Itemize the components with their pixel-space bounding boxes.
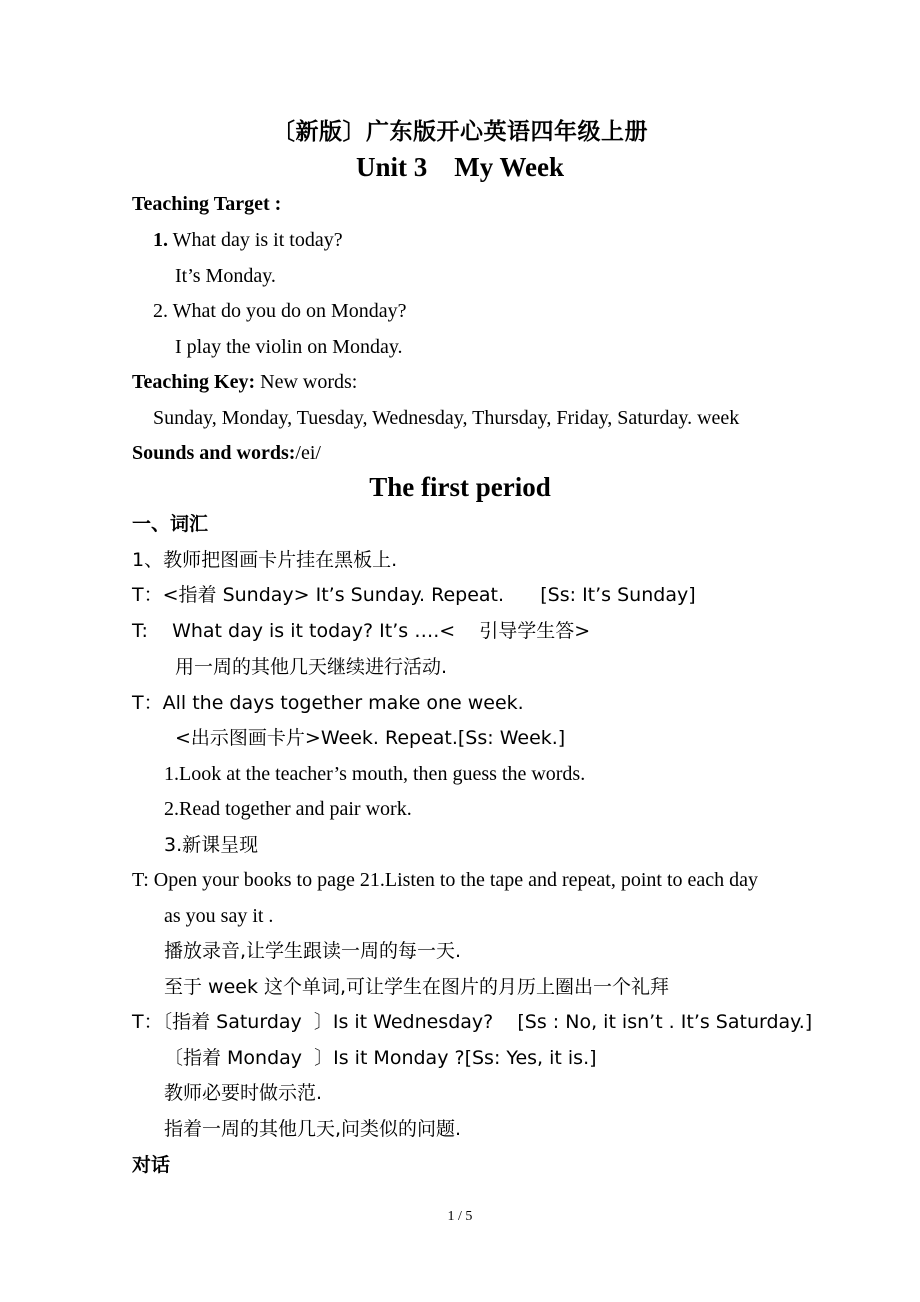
target-item-1-question: What day is it today? <box>168 229 343 251</box>
target-item-1 <box>153 227 343 253</box>
vocab-line-16: 教师必要时做示范. <box>164 1082 323 1104</box>
vocab-line-1: 1、教师把图画卡片挂在黑板上. <box>132 549 398 571</box>
period-title: The first period <box>369 472 551 502</box>
teaching-key-label: Teaching Key: <box>132 371 256 393</box>
sounds-value: /ei/ <box>295 442 321 464</box>
sounds-and-words <box>132 440 321 466</box>
vocab-line-7: 1.Look at the teacher’s mouth, then guess the words. <box>164 763 586 785</box>
new-words-list: Sunday, Monday, Tuesday, Wednesday, Thursday, Friday, Saturday. week <box>153 407 740 429</box>
teaching-key-value: New words: <box>255 371 358 393</box>
vocab-line-3: T: What day is it today? It’s ….< 引导学生答> <box>132 620 591 642</box>
sounds-label: Sounds and words: <box>132 442 296 464</box>
page-number: 1 / 5 <box>447 1209 473 1224</box>
chinese-title: 〔新版〕广东版开心英语四年级上册 <box>272 119 648 145</box>
vocab-line-6: <出示图画卡片>Week. Repeat.[Ss: Week.] <box>175 727 566 749</box>
vocab-line-2: T：<指着 Sunday> It’s Sunday. Repeat. [Ss: It’s Sunday] <box>132 584 696 606</box>
unit-title: Unit 3 My Week <box>356 152 564 182</box>
teaching-target-label: Teaching Target : <box>132 193 282 215</box>
vocab-line-17: 指着一周的其他几天,问类似的问题. <box>164 1118 462 1140</box>
vocab-heading: 一、词汇 <box>132 513 209 535</box>
vocab-line-14: T：〔指着 Saturday 〕Is it Wednesday? [Ss : No, it isn’t . It’s Saturday.] <box>132 1011 813 1033</box>
vocab-line-10: T: Open your books to page 21.Listen to the tape and repeat, point to each day <box>132 869 759 891</box>
vocab-line-12: 播放录音,让学生跟读一周的每一天. <box>164 940 462 962</box>
vocab-line-9: 3.新课呈现 <box>164 834 259 856</box>
vocab-line-4: 用一周的其他几天继续进行活动. <box>175 656 448 678</box>
target-item-2-question: 2. What do you do on Monday? <box>153 300 407 322</box>
target-item-1-number: 1. <box>153 229 168 251</box>
vocab-line-8: 2.Read together and pair work. <box>164 798 412 820</box>
vocab-line-11: as you say it . <box>164 905 274 927</box>
vocab-line-5: T：All the days together make one week. <box>132 692 524 714</box>
vocab-line-13: 至于 week 这个单词,可让学生在图片的月历上圈出一个礼拜 <box>164 976 670 998</box>
target-item-1-answer: It’s Monday. <box>175 265 276 287</box>
target-item-2-answer: I play the violin on Monday. <box>175 336 403 358</box>
vocab-line-15: 〔指着 Monday 〕Is it Monday ?[Ss: Yes, it is.] <box>164 1047 597 1069</box>
teaching-key <box>132 369 357 395</box>
dialog-heading: 对话 <box>132 1154 171 1176</box>
